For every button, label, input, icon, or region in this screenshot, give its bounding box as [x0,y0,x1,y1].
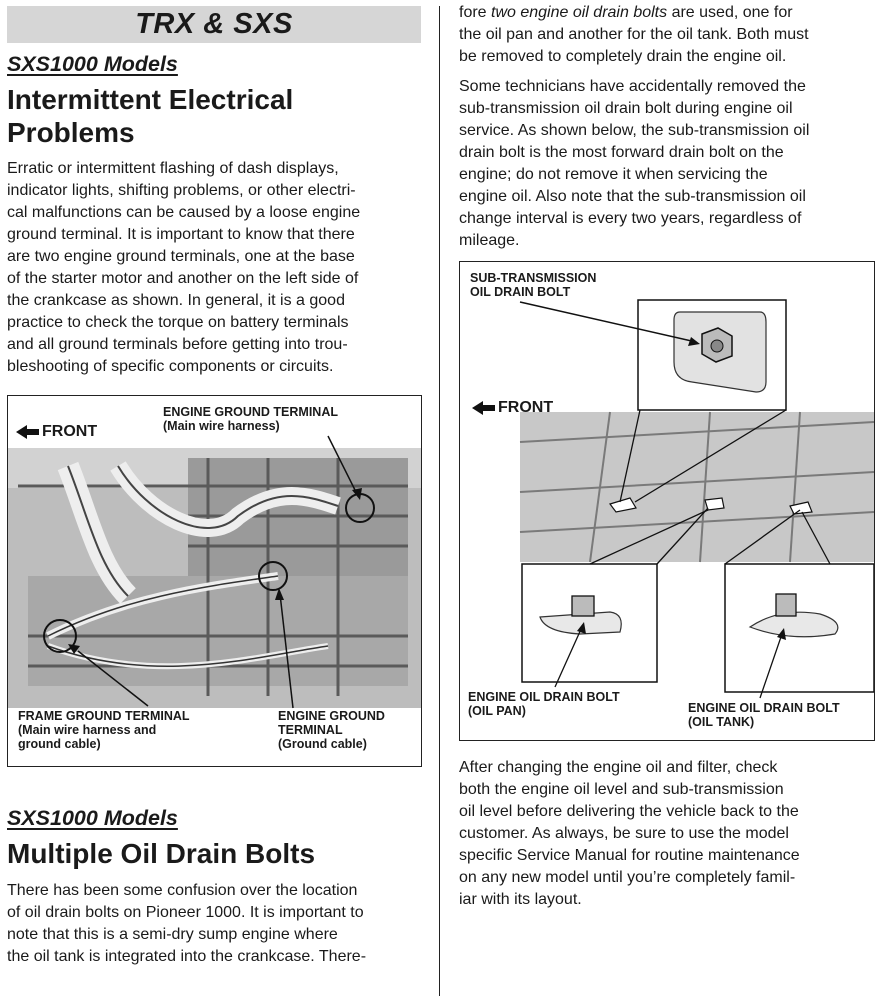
text-line: bleshooting of specific components or circuits. [7,358,334,375]
column-divider [439,6,440,996]
label-line: FRAME GROUND TERMINAL [18,709,190,723]
headline-electrical [7,83,421,149]
label-line: (Ground cable) [278,737,367,751]
label-line: ground cable) [18,737,101,751]
label-line: ENGINE GROUND TERMINAL [163,405,338,419]
text-line: Some technicians have accidentally removed the [459,78,806,95]
right-column-lower [459,757,875,911]
label-line: ENGINE OIL DRAIN BOLT [468,690,620,704]
text-line: engine; do not remove it when servicing the [459,166,768,183]
headline-line: Problems [7,117,135,148]
text-line: service. As shown below, the sub-transmission oil [459,122,810,139]
left-column [7,0,421,378]
arrow-shaft [27,429,39,435]
text-line: Erratic or intermittent flashing of dash displays, [7,160,339,177]
label-subtransmission-bolt [470,271,596,299]
text-span: fore [459,4,492,21]
paragraph-after-oil-change [459,757,875,911]
label-line: ENGINE GROUND [278,709,385,723]
text-span: are used, one for [667,4,793,21]
text-line: on any new model until you’re completely famil- [459,869,796,886]
text-line: After changing the engine oil and filter, check [459,759,778,776]
text-line: the oil pan and another for the oil tank. Both must [459,26,809,43]
text-line: oil level before delivering the vehicle back to the [459,803,799,820]
label-line: (Main wire harness and [18,723,157,737]
text-line: and all ground terminals before getting into trou- [7,336,348,353]
text-line: drain bolt is the most forward drain bolt on the [459,144,784,161]
left-column-lower [7,806,421,968]
text-line: practice to check the torque on battery terminals [7,314,349,331]
text-line: ground terminal. It is important to know that there [7,226,355,243]
text-line: of the starter motor and another on the left side of [7,270,359,287]
figure-oil-drain-bolts [459,261,875,741]
text-line: are two engine ground terminals, one at the base [7,248,355,265]
text-line: of oil drain bolts on Pioneer 1000. It is important to [7,904,364,921]
right-column [459,0,875,252]
headline-oil-drain: Multiple Oil Drain Bolts [7,838,316,869]
front-text: FRONT [42,423,98,440]
paragraph-subtransmission [459,76,875,252]
label-line: OIL DRAIN BOLT [470,285,571,299]
label-oil-tank-bolt [688,701,840,729]
label-frame-ground [18,709,190,751]
text-line: the oil tank is integrated into the crankcase. There- [7,948,367,965]
text-line: mileage. [459,232,520,249]
emphasis-text: two engine oil drain bolts [491,4,668,21]
figure-ground-terminals [7,395,422,767]
text-line: cal malfunctions can be caused by a loose engine [7,204,361,221]
text-line: indicator lights, shifting problems, or other electri- [7,182,356,199]
paragraph-oil-drain-intro [7,880,421,968]
text-line: There has been some confusion over the location [7,882,358,899]
text-line: note that this is a semi-dry sump engine where [7,926,338,943]
label-line: ENGINE OIL DRAIN BOLT [688,701,840,715]
model-heading-2: SXS1000 Models [7,806,178,830]
arrow-shaft [483,405,495,411]
model-heading-1: SXS1000 Models [7,52,178,76]
text-line: change interval is every two years, regardless of [459,210,802,227]
text-line: both the engine oil level and sub-transmission [459,781,784,798]
text-line: sub-transmission oil drain bolt during engine oil [459,100,793,117]
front-text: FRONT [498,399,554,416]
text-line: iar with its layout. [459,891,582,908]
label-engine-ground-harness [163,405,338,433]
text-line: the crankcase as shown. In general, it is a good [7,292,345,309]
text-line: engine oil. Also note that the sub-transmission oil [459,188,806,205]
front-direction-label [472,399,553,417]
text-line [459,2,875,24]
section-banner: TRX & SXS [7,6,421,43]
arrow-left-icon [472,401,483,415]
text-line: specific Service Manual for routine maintenance [459,847,800,864]
label-line: (Main wire harness) [163,419,280,433]
label-line: TERMINAL [278,723,343,737]
text-line: customer. As always, be sure to use the model [459,825,789,842]
label-oil-pan-bolt [468,690,620,718]
label-line: (OIL TANK) [688,715,755,729]
text-line: be removed to completely drain the engine oil. [459,48,787,65]
label-line: (OIL PAN) [468,704,526,718]
label-engine-ground-cable [278,709,385,751]
front-direction-label [16,423,97,441]
headline-line: Intermittent Electrical [7,84,294,115]
paragraph-electrical [7,158,421,378]
label-line: SUB-TRANSMISSION [470,271,597,285]
engine-underside-illustration [460,262,874,740]
paragraph-drain-bolts-cont [459,2,875,68]
arrow-left-icon [16,425,27,439]
